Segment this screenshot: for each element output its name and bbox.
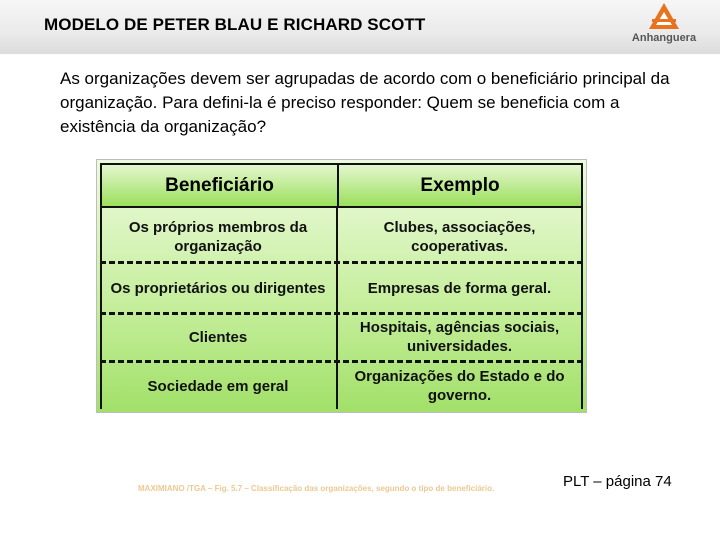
cell-exemplo: Clubes, associações, cooperativas.	[383, 219, 536, 255]
header-beneficiario: Beneficiário	[165, 175, 274, 196]
cell-exemplo: Hospitais, agências sociais, universidades.	[359, 319, 560, 355]
brand-name: Anhanguera	[631, 32, 697, 44]
table-row	[100, 363, 583, 409]
brand-logo	[614, 2, 714, 50]
cell-beneficiario: Sociedade em geral	[147, 377, 289, 395]
beneficiary-table	[100, 163, 583, 409]
cell-beneficiario: Os próprios membros da organização	[128, 219, 308, 255]
table-row	[100, 315, 583, 359]
figure-caption: MAXIMIANO /TGA – Fig. 5.7 – Classificação das organizações, segundo o tipo de beneficiário.	[138, 484, 495, 493]
anhanguera-logo-icon	[645, 2, 683, 32]
cell-exemplo: Organizações do Estado e do governo.	[354, 368, 565, 404]
header-exemplo: Exemplo	[420, 175, 500, 196]
slide-header	[0, 0, 720, 54]
cell-exemplo: Empresas de forma geral.	[367, 279, 552, 297]
slide-title: MODELO DE PETER BLAU E RICHARD SCOTT	[44, 15, 426, 34]
page-reference: PLT – página 74	[563, 473, 672, 490]
cell-beneficiario: Clientes	[188, 328, 248, 346]
table-row	[100, 212, 583, 262]
intro-text: As organizações devem ser agrupadas de acordo com o beneficiário principal da organização. Para defini-la é preciso responder: Quem se beneficia com a existência da organização?	[60, 69, 670, 136]
table-row	[100, 264, 583, 312]
table-header	[100, 163, 583, 208]
classification-figure	[96, 159, 587, 413]
cell-beneficiario: Os proprietários ou dirigentes	[110, 279, 326, 297]
